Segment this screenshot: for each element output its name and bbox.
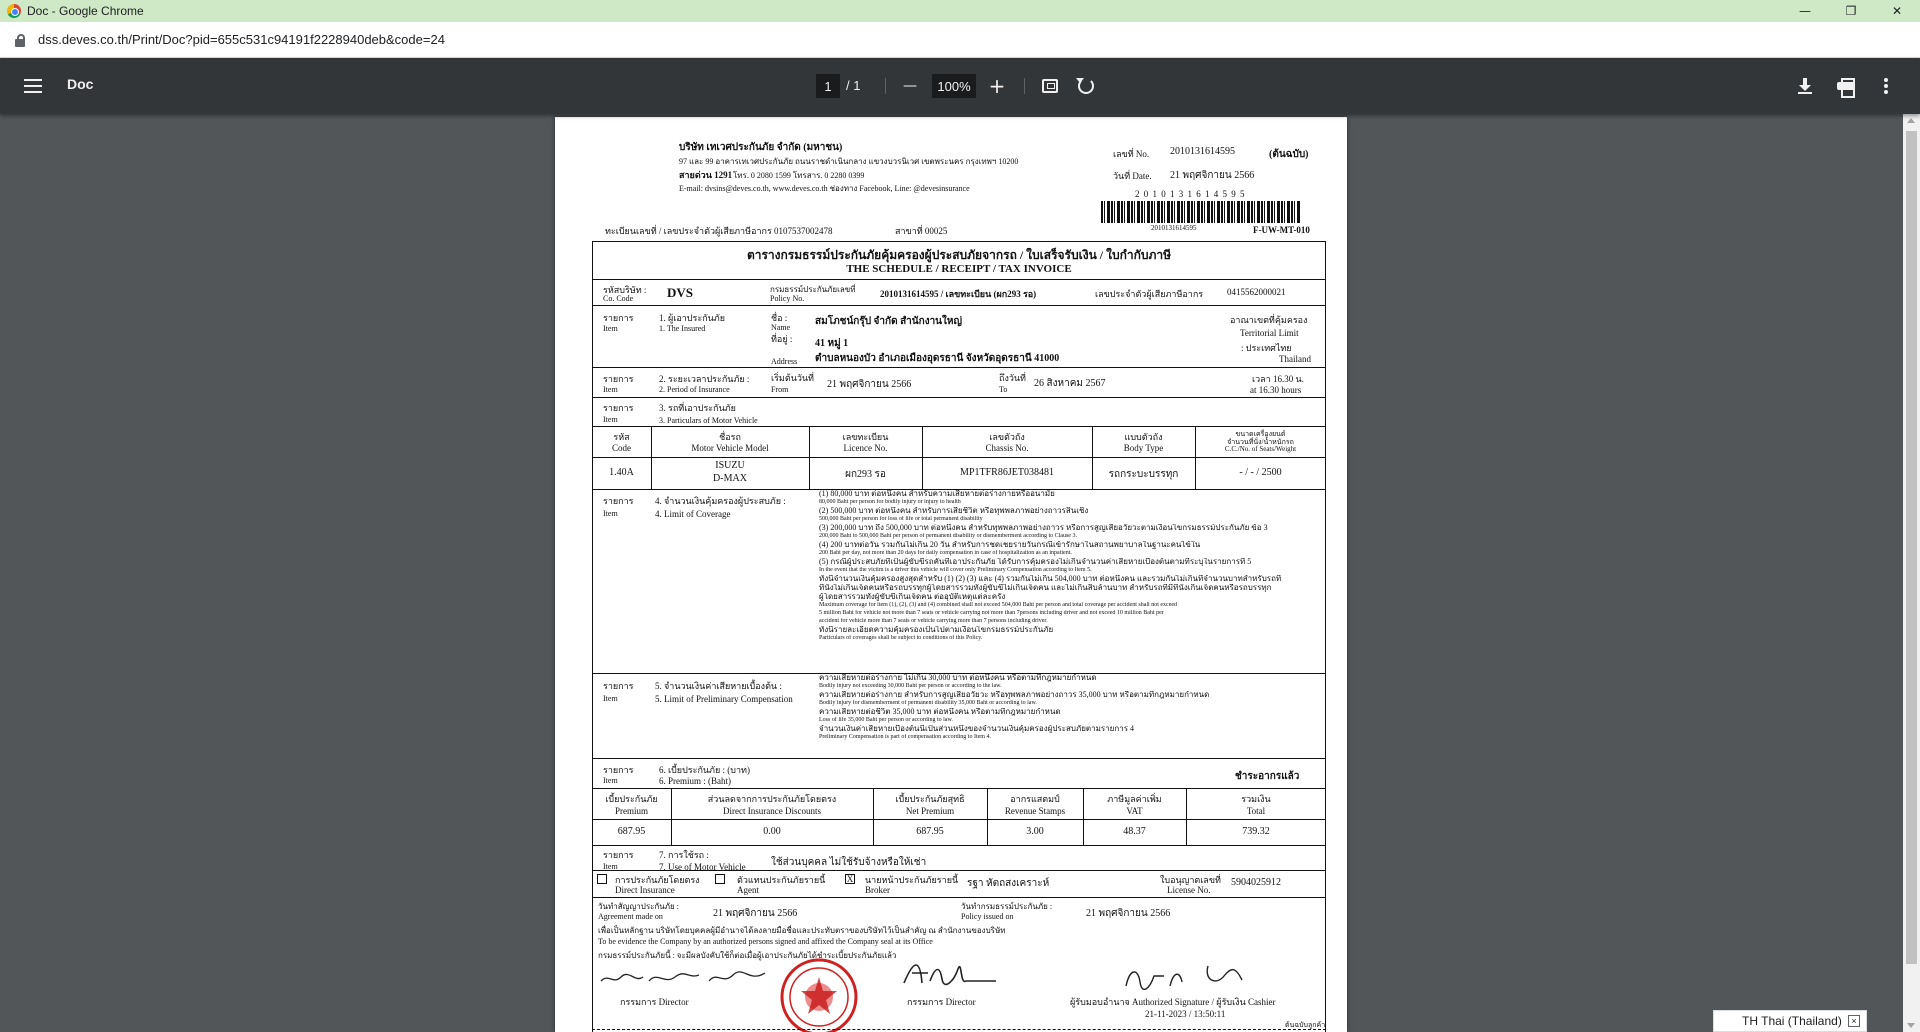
detail-line: Maximum coverage for item (1), (2), (3) and (4) combined shall not exceed 504,000 Baht per person and total coverage per accident shall not exceed xyxy=(819,602,1178,608)
from-th: เริ่มต้นวันที่ xyxy=(771,373,814,383)
scroll-up-icon[interactable] xyxy=(1907,118,1915,123)
premium-th: 6. เบี้ยประกันภัย : (บาท) xyxy=(659,765,750,775)
detail-line: ความเสียหายต่อร่างกาย สำหรับการสูญเสียอวัยวะ หรือทุพพลภาพอย่างถาวร 35,000 บาท หรือตามที่กฎหมายกำหนด xyxy=(819,691,1210,699)
from-en: From xyxy=(771,385,789,394)
use-en: 7. Use of Motor Vehicle xyxy=(659,862,746,872)
addr-label-en: Address xyxy=(771,357,798,366)
authorized-signature xyxy=(1120,962,1260,990)
prem-header-th: ส่วนลดจากการประกันภัยโดยตรง xyxy=(707,794,837,804)
use-th: 7. การใช้รถ : xyxy=(659,850,709,860)
stamp-paid: ชำระอากรแล้ว xyxy=(1235,771,1300,782)
veh-chassis: MP1TFR86JET038481 xyxy=(960,467,1054,478)
fit-page-icon xyxy=(1042,79,1058,93)
authorized-label: ผู้รับมอบอำนาจ Authorized Signature / ผู้รับเงิน Cashier xyxy=(1070,997,1276,1007)
detail-line: Bodily injury for dismemberment of permanent disability 35,000 Baht or according to law. xyxy=(819,700,1037,706)
prelim-en: 5. Limit of Preliminary Compensation xyxy=(655,694,793,704)
coverage-th: 4. จำนวนเงินคุ้มครองผู้ประสบภัย : xyxy=(655,496,786,506)
prelim-details xyxy=(819,674,1324,742)
copy-label: ต้นฉบับลูกค้า xyxy=(1285,1021,1326,1029)
insured-label-th: 1. ผู้เอาประกันภัย xyxy=(659,313,725,323)
issued-en: Policy issued on xyxy=(961,912,1014,921)
insured-addr1: 41 หมู่ 1 xyxy=(815,338,849,349)
fit-page-button[interactable] xyxy=(1038,74,1062,98)
name-label-en: Name xyxy=(771,323,791,332)
veh-header-en: Body Type xyxy=(1123,443,1164,453)
tax-id-line: ทะเบียนเลขที่ / เลขประจำตัวผู้เสียภาษีอากร 0107537002478 xyxy=(605,226,833,236)
use-value: ใช้ส่วนบุคคล ไม่ใช้รับจ้างหรือให้เช่า xyxy=(771,857,927,868)
window-titlebar xyxy=(0,0,1920,22)
insured-taxid: 0415562000021 xyxy=(1227,287,1286,297)
name-label-th: ชื่อ : xyxy=(771,313,788,323)
print-icon xyxy=(1837,78,1855,94)
detail-line: ความเสียหายต่อชีวิต 35,000 บาท ต่อหนึ่งคน หรือตามที่กฎหมายกำหนด xyxy=(819,708,1061,716)
time-en: at 16.30 hours xyxy=(1250,385,1302,395)
company-seal xyxy=(779,957,859,1032)
barcode-digits: 2 0 1 0 1 3 1 6 1 4 5 9 5 xyxy=(1135,189,1246,199)
director-label-2: กรรมการ Director xyxy=(907,997,976,1007)
detail-line: Loss of life 35,000 Baht per person or according to law. xyxy=(819,717,953,723)
company-name: บริษัท เทเวศประกันภัย จำกัด (มหาชน) xyxy=(679,142,843,153)
veh-model-1: ISUZU xyxy=(715,460,745,471)
detail-line: (1) 80,000 บาท ต่อหนึ่งคน สำหรับความเสียหายต่อร่างกายหรืออนามัย xyxy=(819,490,1055,498)
prem-header-th: ภาษีมูลค่าเพิ่ม xyxy=(1107,794,1162,804)
veh-header-th: รหัส xyxy=(613,432,630,442)
doc-no-label: เลขที่ No. xyxy=(1113,149,1150,159)
item-label-en: Item xyxy=(603,509,618,518)
prem-header-th: เบี้ยประกันภัยสุทธิ xyxy=(895,794,965,804)
agent-th: ตัวแทนประกันภัยรายนี้ xyxy=(737,875,826,885)
co-code-en: Co. Code xyxy=(603,294,634,303)
detail-line: จำนวนเงินค่าเสียหายเบื้องต้นนี้เป็นส่วนหนึ่งของจำนวนเงินคุ้มครองผู้ประสบภัยตามรายการ 4 xyxy=(819,725,1134,733)
to-th: ถึงวันที่ xyxy=(999,373,1026,383)
veh-cc: - / - / 2500 xyxy=(1239,467,1282,478)
direct-en: Direct Insurance xyxy=(615,885,675,895)
director-signature-2 xyxy=(900,957,1000,989)
detail-line: 200 Baht per day, not more than 20 days for daily compensation in case of hospitalization as an inpatient. xyxy=(819,550,1072,556)
doc-no: 2010131614595 xyxy=(1170,146,1235,157)
barcode xyxy=(1101,201,1301,223)
agreement-th: วันทำสัญญาประกันภัย : xyxy=(598,902,679,911)
veh-header-th: ขนาดเครื่องยนต์ xyxy=(1235,430,1286,438)
zoom-input[interactable] xyxy=(932,74,976,98)
phone-fax: โทร. 0 2080 1599 โทรสาร. 0 2280 0399 xyxy=(733,171,865,180)
item-label-en: Item xyxy=(603,694,618,703)
veh-header-en: Chassis No. xyxy=(985,443,1029,453)
veh-header-th: แบบตัวถัง xyxy=(1124,432,1163,442)
toolbar-divider xyxy=(885,78,886,94)
detail-line: 500,000 Baht per person for loss of life or total permanent disability xyxy=(819,516,983,522)
signed-time: 21-11-2023 / 13:50:11 xyxy=(1145,1009,1226,1019)
prelim-th: 5. จำนวนเงินค่าเสียหายเบื้องต้น : xyxy=(655,681,782,691)
veh-licence: ผก293 รอ xyxy=(845,469,886,480)
broker-name: รฐา หัตถสงเคราะห์ xyxy=(967,878,1050,889)
evidence-th: เพื่อเป็นหลักฐาน บริษัทโดยบุคคลผู้มีอำนาจได้ลงลายมือชื่อและประทับตราของบริษัทไว้เป็นสำคัญ ณ สำนักงานของบริษัท xyxy=(598,926,1006,935)
vehicle-th: 3. รถที่เอาประกันภัย xyxy=(659,403,736,413)
prem-header-th: เบี้ยประกันภัย xyxy=(605,794,658,804)
email-line: E-mail: dvsins@deves.co.th, www.deves.co.th ช่องทาง Facebook, Line: @devesinsurance xyxy=(679,184,970,193)
detail-line: (2) 500,000 บาท ต่อหนึ่งคน สำหรับการเสียชีวิต หรือทุพพลภาพอย่างถาวรสิ้นเชิง xyxy=(819,507,1089,515)
premium-en: 6. Premium : (Baht) xyxy=(659,776,731,786)
from-date: 21 พฤศจิกายน 2566 xyxy=(827,379,912,390)
page-total: / 1 xyxy=(846,78,861,93)
schedule-title-th: ตารางกรมธรรม์ประกันภัยคุ้มครองผู้ประสบภัยจากรถ / ใบเสร็จรับเงิน / ใบกำกับภาษี xyxy=(746,248,1172,262)
prem-header-en: Net Premium xyxy=(905,806,955,816)
territory-val-th: : ประเทศไทย xyxy=(1241,343,1292,353)
veh-header-en: Licence No. xyxy=(843,443,888,453)
close-button[interactable]: ✕ xyxy=(1891,4,1903,18)
prem-header-en: Direct Insurance Discounts xyxy=(723,806,821,816)
direct-th: การประกันภัยโดยตรง xyxy=(615,875,700,885)
detail-line: (3) 200,000 บาท ถึง 500,000 บาท ต่อหนึ่งคน สำหรับทุพพลภาพอย่างถาวร หรือการสูญเสียอวัยวะตามเงื่อนไขกรมธรรม์ประกันภัย ข้อ 3 xyxy=(819,524,1268,532)
period-en: 2. Period of Insurance xyxy=(659,385,730,394)
language-indicator[interactable] xyxy=(1713,1010,1867,1032)
chrome-icon xyxy=(7,4,21,18)
scrollbar-thumb[interactable] xyxy=(1906,131,1917,964)
prem-header-en: Premium xyxy=(615,806,648,816)
hotline: สายด่วน 1291 xyxy=(679,170,733,180)
pdf-page xyxy=(555,117,1347,1032)
detail-line: 5 million Baht for vehicle not more than 7 seats or vehicle carrying not more than 7persons including driver and not exceed 10 million Baht per xyxy=(819,610,1164,616)
prem-header-th: รวมเงิน xyxy=(1241,794,1271,804)
territory-th: อาณาเขตที่คุ้มครอง xyxy=(1230,315,1308,325)
premium-value: 687.95 xyxy=(617,826,646,837)
license-no: 5904025912 xyxy=(1231,877,1281,888)
language-label: TH Thai (Thailand) xyxy=(1742,1014,1842,1028)
detail-line: Particulars of coverages shall be subject to conditions of this Policy. xyxy=(819,635,983,641)
zoom-in-button[interactable]: + xyxy=(988,74,1006,98)
license-th: ใบอนุญาตเลขที่ xyxy=(1160,875,1221,885)
rotate-icon xyxy=(1078,78,1094,94)
url-text[interactable]: dss.deves.co.th/Print/Doc?pid=655c531c94191f2228940deb&code=24 xyxy=(38,32,445,47)
direct-checkbox xyxy=(597,874,607,884)
item-label-th: รายการ xyxy=(603,496,634,506)
time-th: เวลา 16.30 น. xyxy=(1252,374,1304,384)
form-code: F-UW-MT-010 xyxy=(1253,225,1310,235)
detail-line: ความเสียหายต่อร่างกาย ไม่เกิน 30,000 บาท ต่อหนึ่งคน หรือตามที่กฎหมายกำหนด xyxy=(819,674,1097,682)
co-code: DVS xyxy=(667,285,694,300)
item-label-th: รายการ xyxy=(603,403,634,413)
company-address: 97 และ 99 อาคารเทเวศประกันภัย ถนนราชดำเนินกลาง แขวงบวรนิเวศ เขตพระนคร กรุงเทพฯ 10200 xyxy=(679,157,1019,166)
prem-header-en: Total xyxy=(1246,806,1266,816)
item-label-en: Item xyxy=(603,385,618,394)
rotate-button[interactable] xyxy=(1074,74,1098,98)
addr-label-th: ที่อยู่ : xyxy=(771,334,793,344)
detail-line: In the event that the victim is a driver this vehicle will cover only Preliminary Compensation according to Item 5. xyxy=(819,567,1092,573)
address-bar[interactable] xyxy=(0,22,1920,58)
agent-en: Agent xyxy=(737,885,759,895)
window-controls xyxy=(1782,0,1920,22)
net-premium-value: 687.95 xyxy=(916,826,944,837)
prem-header-en: VAT xyxy=(1126,806,1143,816)
vehicle-en: 3. Particulars of Motor Vehicle xyxy=(659,416,758,425)
discount-value: 0.00 xyxy=(763,826,781,837)
detail-line: ทั้งนี้รายละเอียดความคุ้มครองเป็นไปตามเงื่อนไขกรมธรรม์ประกันภัย xyxy=(819,626,1054,634)
item-label-en: Item xyxy=(603,415,618,424)
total-value: 739.32 xyxy=(1242,826,1270,837)
window-title: Doc - Google Chrome xyxy=(27,4,144,18)
item-label-th: รายการ xyxy=(603,681,634,691)
stamps-value: 3.00 xyxy=(1026,826,1044,837)
to-en: To xyxy=(999,385,1008,394)
license-en: License No. xyxy=(1167,885,1211,895)
veh-body: รถกระบะบรรทุก xyxy=(1108,469,1179,480)
menu-icon[interactable] xyxy=(24,76,42,96)
item-label-en: Item xyxy=(603,324,618,333)
close-icon[interactable]: × xyxy=(1848,1015,1860,1027)
insured-name: สมโภชน์กรุ๊ป จำกัด สำนักงานใหญ่ xyxy=(815,316,963,327)
branch: สาขาที่ 00025 xyxy=(895,226,948,236)
policy-no: 2010131614595 / เลขทะเบียน (ผก293 รอ) xyxy=(880,289,1037,299)
veh-model-2: D-MAX xyxy=(713,473,747,484)
insured-addr2: ตำบลหนองบัว อำเภอเมืองอุดรธานี จังหวัดอุดรธานี 41000 xyxy=(815,353,1060,364)
insured-taxid-label: เลขประจำตัวผู้เสียภาษีอากร xyxy=(1095,289,1204,299)
veh-header-th: เลขทะเบียน xyxy=(842,432,889,442)
policy-no-en: Policy No. xyxy=(770,294,805,303)
restore-button[interactable]: ❐ xyxy=(1845,4,1857,18)
vertical-scrollbar[interactable] xyxy=(1903,114,1920,1032)
original-label: (ต้นฉบับ) xyxy=(1269,149,1309,160)
minimize-button[interactable]: — xyxy=(1799,4,1811,18)
item-label-th: รายการ xyxy=(603,850,634,860)
kebab-icon xyxy=(1884,78,1888,94)
issued-date: 21 พฤศจิกายน 2566 xyxy=(1086,908,1171,919)
vat-value: 48.37 xyxy=(1123,826,1146,837)
detail-line: 200,000 Baht to 500,000 Baht per person of permanent disability or dismemberment according to Clause 3. xyxy=(819,533,1077,539)
detail-line: Bodily injury not exceeding 30,000 Baht per person or according to the law. xyxy=(819,683,1002,689)
coverage-details xyxy=(819,490,1324,643)
director-label-1: กรรมการ Director xyxy=(620,997,689,1007)
doc-title: Doc xyxy=(67,76,94,92)
detail-line: Preliminary Compensation is part of compensation according to Item 4. xyxy=(819,734,991,740)
date-value: 21 พฤศจิกายน 2566 xyxy=(1170,170,1255,181)
policy-note-th: กรมธรรม์ประกันภัยนี้ : จะมีผลบังคับใช้ก็ต่อเมื่อผู้เอาประกันภัยได้ชำระเบี้ยประกันภัยแล้ว xyxy=(598,951,897,960)
veh-header-en: Motor Vehicle Model xyxy=(691,443,769,453)
detail-line: ผู้โดยสารรวมทั้งผู้ขับขี่เกินเจ็ดคน ต่ออุบัติเหตุแต่ละครั้ง xyxy=(819,593,1006,601)
agent-checkbox xyxy=(715,874,725,884)
item-label-th: รายการ xyxy=(603,374,634,384)
zoom-out-button[interactable]: — xyxy=(903,78,917,94)
detail-line: 80,000 Baht per person for bodily injury or injury to health xyxy=(819,499,961,505)
territory-val-en: Thailand xyxy=(1279,354,1311,364)
agreement-en: Agreement made on xyxy=(598,912,663,921)
print-button[interactable] xyxy=(1834,74,1858,98)
veh-header-th: ชื่อรถ xyxy=(719,432,741,442)
veh-header-en: Code xyxy=(612,443,631,453)
coverage-en: 4. Limit of Coverage xyxy=(655,509,731,519)
director-signature-1 xyxy=(599,967,769,989)
veh-code: 1.40A xyxy=(609,467,634,478)
detail-line: (5) กรณีผู้ประสบภัยที่เป็นผู้ขับขี่รถคันที่เอาประกันภัย ได้รับการคุ้มครองไม่เกินจำนวนค่าเสียหายเบื้องต้นตามที่ระบุในรายการที่ 5 xyxy=(819,558,1252,566)
evidence-en: To be evidence the Company by an authorized persons signed and affixed the Company seal at its Office xyxy=(598,937,933,946)
co-code-th: รหัสบริษัท : xyxy=(603,285,647,295)
more-actions-button[interactable] xyxy=(1874,74,1898,98)
veh-header-extra: จำนวนที่นั่ง/น้ำหนักรถ xyxy=(1227,438,1294,446)
pdf-toolbar xyxy=(0,58,1920,114)
download-icon xyxy=(1798,78,1812,94)
scroll-down-icon[interactable] xyxy=(1907,1023,1915,1028)
broker-th: นายหน้าประกันภัยรายนี้ xyxy=(865,875,959,885)
detail-line: (4) 200 บาทต่อวัน รวมกันไม่เกิน 20 วัน สำหรับการชดเชยรายวันกรณีเข้ารักษาในสถานพยาบาลในฐานะคนไข้ใน xyxy=(819,541,1201,549)
download-button[interactable] xyxy=(1793,74,1817,98)
prem-header-th: อากรแสตมป์ xyxy=(1010,794,1060,804)
item-label-en: Item xyxy=(603,862,618,871)
item-label-en: Item xyxy=(603,776,618,785)
insured-label-en: 1. The Insured xyxy=(659,324,706,333)
date-label: วันที่ Date. xyxy=(1113,171,1152,181)
detail-line: accident for vehicle more than 7 seats or vehicle carrying more than 7 persons including driver. xyxy=(819,618,1048,624)
item-label-th: รายการ xyxy=(603,313,634,323)
barcode-digits-small: 2010131614595 xyxy=(1151,224,1197,232)
issued-th: วันทำกรมธรรม์ประกันภัย : xyxy=(961,902,1053,911)
prem-header-en: Revenue Stamps xyxy=(1004,806,1066,816)
period-th: 2. ระยะเวลาประกันภัย : xyxy=(659,374,750,384)
lock-icon[interactable] xyxy=(12,32,28,48)
detail-line: ที่นั่งไม่เกินเจ็ดคนหรือรถบรรทุกผู้โดยสารรวมทั้งผู้ขับขี่ไม่เกินเจ็ดคน และไม่เกินสิบล้านบาท สำหรับรถที่มีที่นั่งเกินเจ็ดคนหรือรถบรรทุก xyxy=(819,584,1272,592)
broker-en: Broker xyxy=(865,885,890,895)
toolbar-divider xyxy=(1024,78,1025,94)
page-number-input[interactable] xyxy=(816,74,840,98)
veh-header-en: C.C./No. of Seats/Weight xyxy=(1224,445,1297,453)
agreement-date: 21 พฤศจิกายน 2566 xyxy=(713,908,798,919)
schedule-title-en: THE SCHEDULE / RECEIPT / TAX INVOICE xyxy=(846,263,1072,275)
broker-checkbox: X xyxy=(846,874,854,884)
territory-en: Territorial Limit xyxy=(1240,328,1299,338)
to-date: 26 สิงหาคม 2567 xyxy=(1034,378,1106,389)
veh-header-th: เลขตัวถัง xyxy=(989,432,1025,442)
item-label-th: รายการ xyxy=(603,765,634,775)
detail-line: ทั้งนี้จำนวนเงินคุ้มครองสูงสุดสำหรับ (1) (2) (3) และ (4) รวมกันไม่เกิน 504,000 บาท ต่อหนึ่งคน และรวมกันไม่เกินที่จำนวนบาทสำหรับรถที่ xyxy=(819,575,1282,583)
policy-no-th: กรมธรรม์ประกันภัยเลขที่ xyxy=(770,285,856,294)
